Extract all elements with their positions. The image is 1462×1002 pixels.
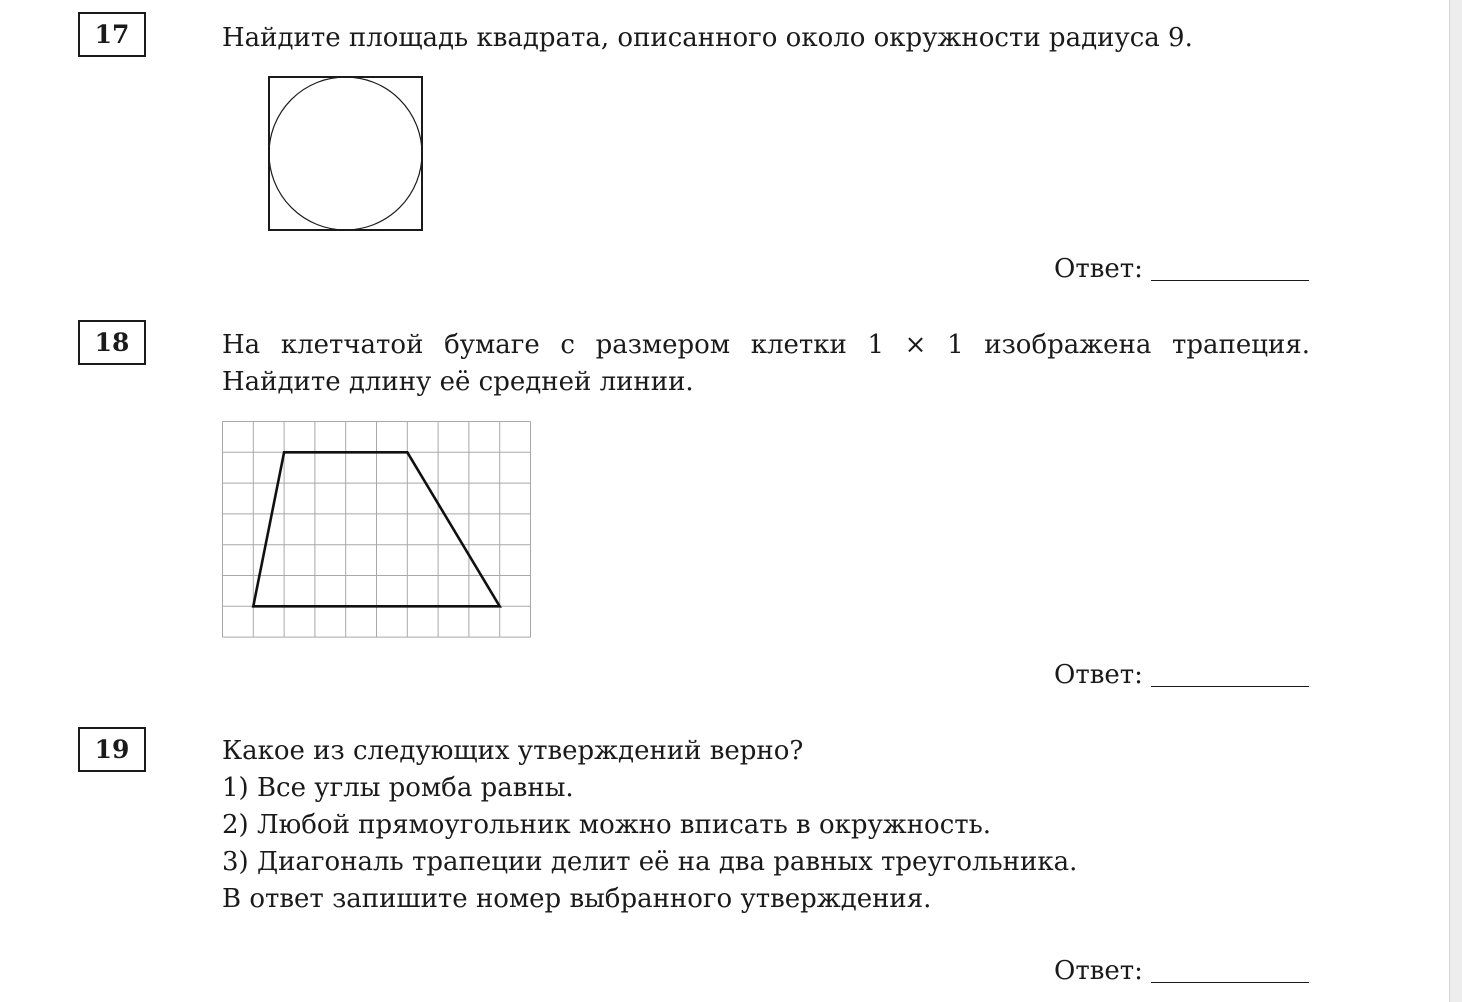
square xyxy=(269,77,422,230)
task-text: На клетчатой бумаге с размером клетки 1 × 1 изображена трапеция. Найдите длину её средней линии. xyxy=(222,330,1310,397)
task-text: Найдите площадь квадрата, описанного около окружности радиуса 9. xyxy=(222,23,1193,53)
question-text: Какое из следующих утверждений верно? xyxy=(222,736,804,766)
answer-label: Ответ: xyxy=(1054,956,1143,986)
option-1: 1) Все углы ромба равны. xyxy=(222,773,574,803)
instruction-text: В ответ запишите номер выбранного утверждения. xyxy=(222,884,932,914)
option-3: 3) Диагональ трапеции делит её на два равных треугольника. xyxy=(222,847,1078,877)
task-body xyxy=(222,733,1077,918)
trapezoid-grid-figure xyxy=(222,421,532,638)
answer-blank-line[interactable] xyxy=(1151,686,1309,687)
answer-label: Ответ: xyxy=(1054,254,1143,284)
option-2: 2) Любой прямоугольник можно вписать в окружность. xyxy=(222,810,992,840)
answer-blank-line[interactable] xyxy=(1151,982,1309,983)
answer-field[interactable] xyxy=(1054,254,1309,284)
page-edge xyxy=(1449,0,1462,1002)
task-number-box: 17 xyxy=(78,12,146,57)
answer-blank-line[interactable] xyxy=(1151,280,1309,281)
inscribed-circle xyxy=(269,77,422,230)
answer-field[interactable] xyxy=(1054,956,1309,986)
answer-field[interactable] xyxy=(1054,660,1309,690)
square-circumscribed-circle-figure xyxy=(268,76,424,232)
answer-label: Ответ: xyxy=(1054,660,1143,690)
task-number-box: 19 xyxy=(78,727,146,772)
task-number-box: 18 xyxy=(78,320,146,365)
